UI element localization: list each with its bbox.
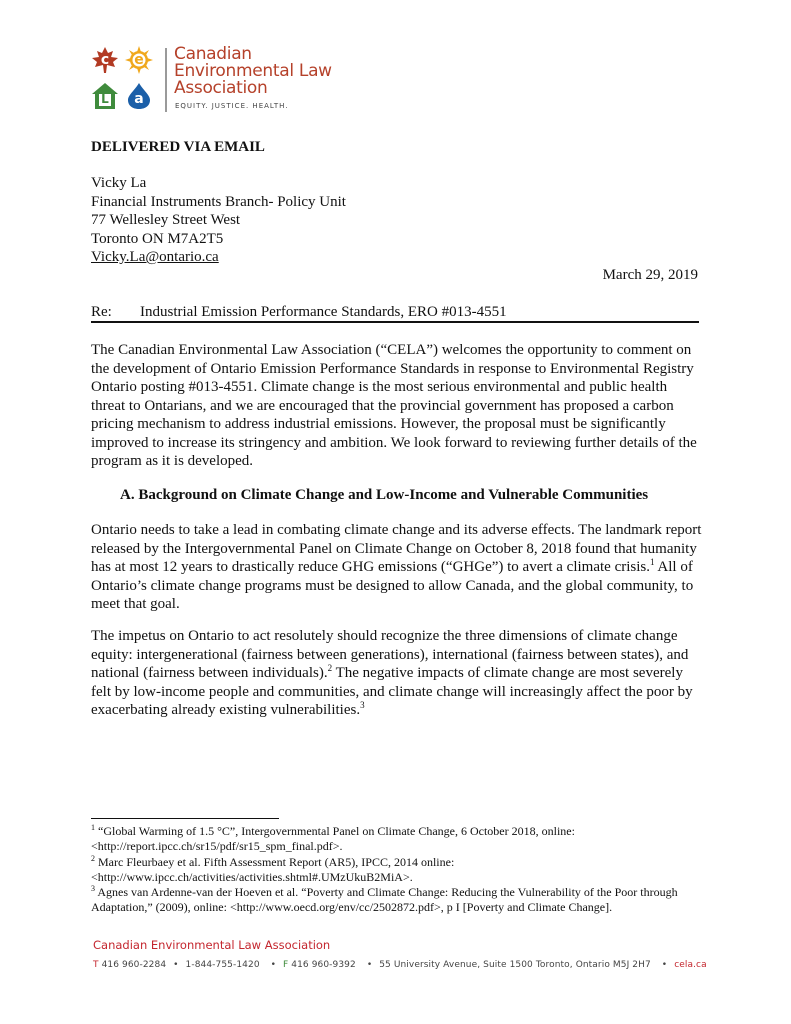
recipient-department: Financial Instruments Branch- Policy Unit: [91, 193, 346, 210]
letter-date: March 29, 2019: [602, 267, 698, 283]
recipient-name: Vicky La: [91, 175, 147, 191]
intro-paragraph: The Canadian Environmental Law Association (“CELA”) welcomes the opportunity to comment on the development of Ontario Emission Performance Standards in response to Environmental Registry Ontario posting #013-4551. Climate change is the most serious environmental and public health threat to Ontarians, and we are encouraged that the provincial government has proposed a carbon pricing mechanism to address industrial emissions. However, the proposal must be significantly improved to increase its stringency and ambition. We look forward to reviewing further details of the program as it is developed.: [91, 342, 697, 469]
sun-icon: e: [125, 46, 153, 74]
logo-wordmark: Canadian Environmental Law Association: [174, 44, 332, 98]
house-icon: L: [91, 82, 119, 110]
fax-number: 416 960-9392: [291, 960, 356, 970]
recipient-address: [91, 174, 346, 267]
footnote-3: $^3$ Agnes van Ardenne-van der Hoeven et al. “Poverty and Climate Change: Reducing the Vulnerability of the Poor through Adaptation,” (2009), online: <http://www.oecd.org/env/cc/2502872.pdf>, p I [Poverty and Climate Change].: [91, 884, 678, 915]
logo-icon-grid: [91, 44, 159, 112]
cela-logo: [91, 44, 331, 114]
recipient-email-link[interactable]: Vicky.La@ontario.ca: [91, 249, 219, 265]
subject-divider: [91, 321, 699, 323]
logo-divider: [165, 48, 167, 112]
subject-line: [91, 303, 699, 322]
subject-text: Industrial Emission Performance Standards, ERO #013-4551: [140, 304, 507, 320]
footnote-separator: [91, 818, 279, 819]
fax-label: F: [283, 960, 289, 970]
subject-label: Re:: [91, 304, 112, 320]
phone-label: T: [93, 960, 99, 970]
phone-number: 416 960-2284: [101, 960, 167, 970]
water-drop-icon: a: [125, 82, 153, 110]
office-address: 55 University Avenue, Suite 1500 Toronto, Ontario M5J 2H7: [379, 960, 651, 970]
footnote-2: $^2$ Marc Fleurbaey et al. Fifth Assessment Report (AR5), IPCC, 2014 online: <http://www.ipcc.ch/activities/activities.shtml#.UMzUkuB2MiA>.: [91, 853, 455, 884]
footnote-1: $^1$ “Global Warming of 1.5 °C”, Intergovernmental Panel on Climate Change, 6 October 2018, online: <http://report.ipcc.ch/sr15/pdf/sr15_spm_final.pdf>.: [91, 823, 575, 854]
footnote-ref-2[interactable]: 2: [327, 663, 333, 673]
tollfree-number: 1-844-755-1420: [185, 960, 260, 970]
website-link[interactable]: cela.ca: [674, 960, 707, 970]
section-heading: A. Background on Climate Change and Low-Income and Vulnerable Communities: [120, 487, 649, 503]
delivery-method: DELIVERED VIA EMAIL: [91, 139, 265, 155]
maple-leaf-icon: c: [91, 46, 119, 74]
recipient-street: 77 Wellesley Street West: [91, 212, 241, 228]
footnote-ref-3[interactable]: 3: [360, 700, 365, 710]
footer-contact: T 416 960-2284 • 1-844-755-1420 • F 416 960-9392 • 55 University Avenue, Suite 1500 Toronto, Ontario M5J 2H7 • cela.ca: [93, 960, 707, 970]
recipient-city: Toronto ON M7A2T5: [91, 230, 224, 247]
background-paragraph-1: Ontario needs to take a lead in combating climate change and its adverse effects. The landmark report released by the Intergovernmental Panel on Climate Change on October 8, 2018 found that humanity has at most 12 years to drastically reduce GHG emissions (“GHGe”) to avert a climate crisis.$^1$ All of Ontario’s climate change programs must be designed to allow Canada, and the global community, to meet that goal.: [91, 522, 702, 612]
footnotes: [91, 824, 703, 916]
footer-org-name: Canadian Environmental Law Association: [93, 938, 331, 952]
background-paragraph-2: The impetus on Ontario to act resolutely should recognize the three dimensions of climate change equity: intergenerational (fairness between generations), international (fairness between states), and national (fairness between individuals).$^2$ The negative impacts of climate change are most severely felt by low-income people and communities, and climate change will increasingly affect the poor by exacerbating already existing vulnerabilities.$^3$: [91, 628, 693, 718]
logo-tagline: EQUITY. JUSTICE. HEALTH.: [175, 102, 289, 110]
footnote-ref-1[interactable]: 1: [650, 557, 655, 567]
